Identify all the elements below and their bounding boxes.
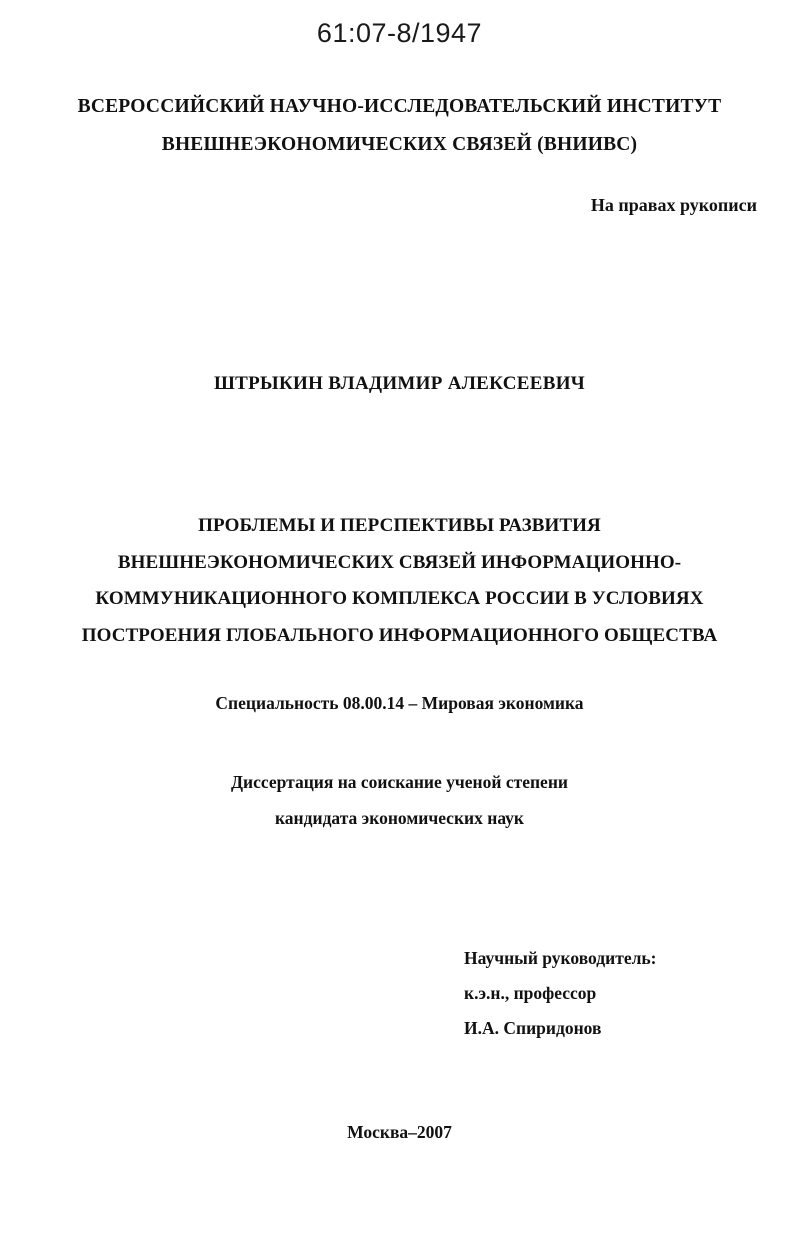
degree-statement-line-1: Диссертация на соискание ученой степени xyxy=(231,772,568,792)
manuscript-note: На правах рукописи xyxy=(590,195,757,215)
city-year: Москва–2007 xyxy=(347,1122,452,1142)
specialty: Специальность 08.00.14 – Мировая экономика xyxy=(215,693,584,713)
dissertation-title-line-3: КОММУНИКАЦИОННОГО КОМПЛЕКСА РОССИИ В УСЛОВИЯХ xyxy=(95,588,704,609)
supervisor-degree: к.э.н., профессор xyxy=(464,983,597,1003)
supervisor-label: Научный руководитель: xyxy=(464,948,657,968)
author-name: ШТРЫКИН ВЛАДИМИР АЛЕКСЕЕВИЧ xyxy=(213,373,586,394)
institute-name-line-2: ВНЕШНЕЭКОНОМИЧЕСКИХ СВЯЗЕЙ (ВНИИВС) xyxy=(161,134,638,155)
degree-statement xyxy=(0,764,799,836)
dissertation-title-line-1: ПРОБЛЕМЫ И ПЕРСПЕКТИВЫ РАЗВИТИЯ xyxy=(198,515,601,536)
dissertation-title-line-2: ВНЕШНЕЭКОНОМИЧЕСКИХ СВЯЗЕЙ ИНФОРМАЦИОННО- xyxy=(117,551,682,573)
institute-name xyxy=(0,88,799,164)
supervisor-name: И.А. Спиридонов xyxy=(464,1018,602,1038)
dissertation-title-line-4: ПОСТРОЕНИЯ ГЛОБАЛЬНОГО ИНФОРМАЦИОННОГО ОБЩЕСТВА xyxy=(81,624,718,646)
institute-name-line-1: ВСЕРОССИЙСКИЙ НАУЧНО-ИССЛЕДОВАТЕЛЬСКИЙ ИНСТИТУТ xyxy=(77,96,722,117)
supervisor-block xyxy=(464,941,657,1046)
dissertation-title xyxy=(0,508,799,654)
degree-statement-line-2: кандидата экономических наук xyxy=(274,808,525,828)
archive-stamp-code: 61:07-8/1947 xyxy=(316,18,483,48)
